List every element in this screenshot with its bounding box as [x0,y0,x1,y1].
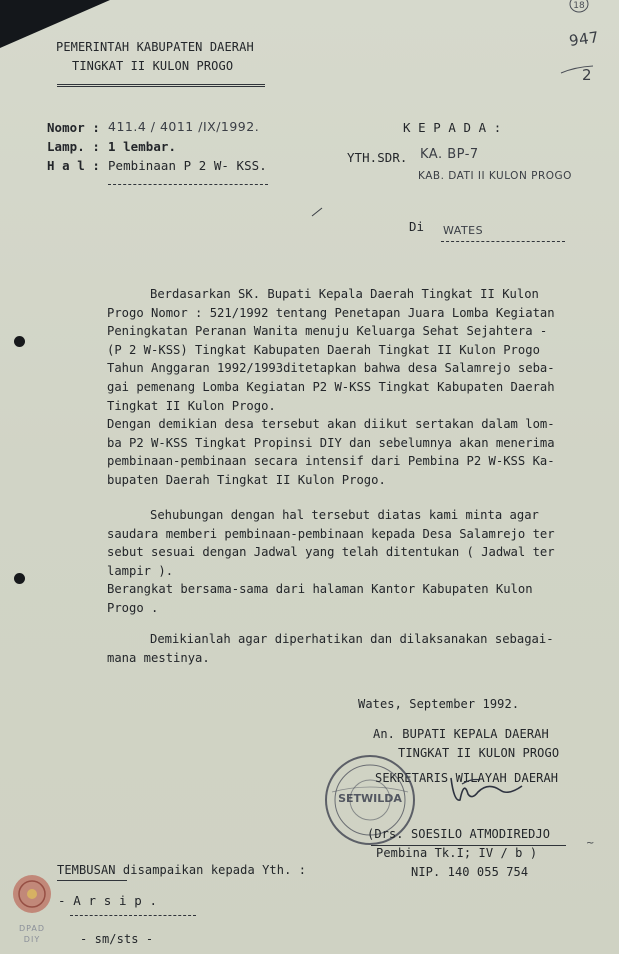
di-underline [441,241,565,242]
p1-line: pembinaan-pembinaan secara intensif dari Pembina P2 W-KSS Ka- [107,454,555,469]
p1-line: Tingkat II Kulon Progo. [107,398,276,413]
stamp-text: SETWILDA [338,792,402,805]
margin-tick: ~ [586,838,595,849]
p1-line: Dengan demikian desa tersebut akan diikut sertakan dalam lom- [107,417,555,432]
circled-number [568,0,592,14]
body-paragraph-3 [107,630,579,667]
p1-line: Progo Nomor : 521/1992 tentang Penetapan Juara Lomba Kegiatan [107,305,555,320]
cc-rule [70,915,196,916]
binder-hole-top [14,336,25,347]
archive-logo-icon [8,862,56,946]
header-line2: TINGKAT II KULON PROGO [72,59,234,73]
di-label: Di [409,219,425,234]
p3-line: Demikianlah agar diperhatikan dan dilaksanakan sebagai- [150,632,554,646]
yth-label: YTH.SDR. [347,150,408,165]
document-code: - sm/sts - [80,932,154,946]
reference-number: 947 [567,27,601,51]
signatory-name: (Drs. SOESILO ATMODIREDJO [367,827,551,841]
p2-line: Progo . [107,600,159,615]
signatory-nip: NIP. 140 055 754 [411,865,529,879]
p1-line: Tahun Anggaran 1992/1993ditetapkan bahwa desa Salamrejo seba- [107,361,555,376]
p2-line: Berangkat bersama-sama dari halaman Kantor Kabupaten Kulon [107,582,533,597]
stray-pen-mark [310,206,324,218]
p2-line: sebut sesuai dengan Jadwal yang telah ditentukan ( Jadwal ter [107,545,555,560]
nomor-label: Nomor : [47,120,100,135]
yth-handwritten: KA. BP-7 [420,147,479,162]
body-paragraph-2 [107,506,579,618]
signature-an: An. BUPATI KEPALA DAERAH [373,727,549,741]
p1-line: gai pemenang Lomba Kegiatan P2 W-KSS Tingkat Kabupaten Daerah [107,379,555,394]
hal-label: H a l : [47,158,100,173]
signature-tingkat: TINGKAT II KULON PROGO [398,746,560,760]
p2-line: Sehubungan dengan hal tersebut diatas kami minta agar [150,508,539,522]
signature-sekwilda: SEKRETARIS WILAYAH DAERAH [375,771,559,785]
p1-line: Berdasarkan SK. Bupati Kepala Daerah Tingkat II Kulon [150,287,539,301]
p3-line: mana mestinya. [107,650,210,665]
handwritten-signature [448,770,528,810]
nomor-value: 411.4 / 4011 /IX/1992. [108,119,260,134]
hal-value: Pembinaan P 2 W- KSS. [108,158,267,173]
tembusan-underline [57,880,127,881]
logo-region: DIY [23,935,41,944]
kepada-label: K E P A D A : [403,120,502,135]
circled-number-text: 18 [573,1,585,11]
p1-line: Peningkatan Peranan Wanita menuju Keluarga Sehat Sejahtera - [107,324,548,339]
p1-line: bupaten Daerah Tingkat II Kulon Progo. [107,472,386,487]
tembusan-label: TEMBUSAN disampaikan kepada Yth. : [57,863,307,877]
signatory-rank: Pembina Tk.I; IV / b ) [376,846,538,860]
kab-handwritten: KAB. DATI II KULON PROGO [418,170,572,182]
body-paragraph-1 [107,285,579,490]
p1-line: ba P2 W-KSS Tingkat Propinsi DIY dan sebelumnya akan menerima [107,435,555,450]
header-divider [57,84,265,87]
lamp-value: 1 lembar. [108,139,177,154]
p2-line: lampir ). [107,563,174,578]
hal-underline [108,184,268,185]
place-date: Wates, September 1992. [358,697,520,711]
wates-handwritten: WATES [443,224,484,237]
cc-item-arsip: - A r s i p . [58,893,158,908]
page-number: 2 [582,66,593,84]
page-mark-stroke [559,64,595,76]
lamp-label: Lamp. : [47,139,100,154]
header-line1: PEMERINTAH KABUPATEN DAERAH [56,40,254,54]
binder-hole-bottom [14,573,25,584]
p2-line: saudara memberi pembinaan-pembinaan kepada Desa Salamrejo ter [107,526,555,541]
p1-line: (P 2 W-KSS) Tingkat Kabupaten Daerah Tingkat II Kulon Progo [107,342,540,357]
logo-name: DPAD [18,924,46,933]
